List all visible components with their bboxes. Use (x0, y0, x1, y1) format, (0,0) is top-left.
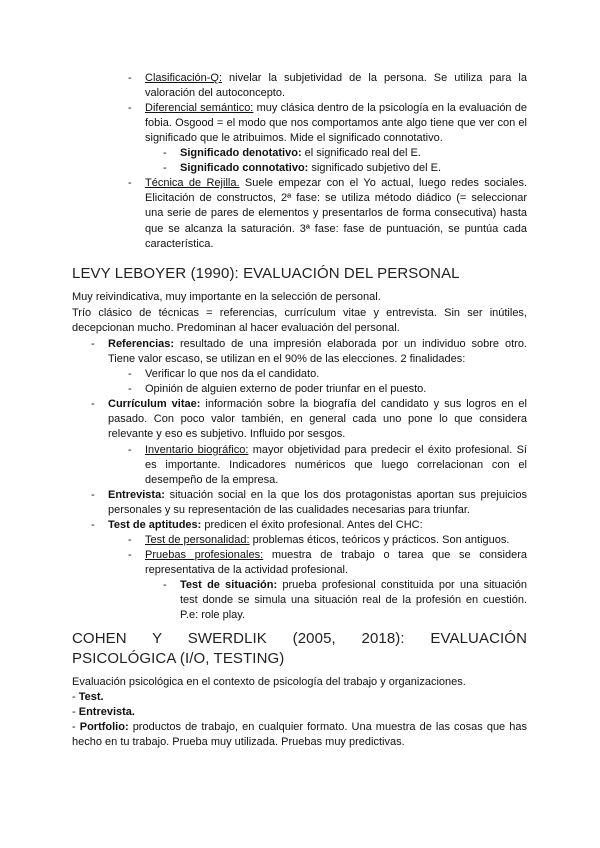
definition: situación social en la que los dos protagonistas aportan sus prejuicios personales y su representación de las cualidades necesarias para triunfar. (108, 489, 527, 517)
term: Inventario biográfico: (145, 444, 249, 456)
bullet-dash: - (128, 444, 132, 456)
definition: problemas éticos, teóricos y prácticos. Son antiguos. (249, 534, 510, 546)
term: Portfolio: (79, 721, 129, 733)
definition: información sobre la biografía del candidato y sus logros en el pasado. Con poco valor también, en general cada uno pone lo que considera relevante y eso es subjetivo. Influido por sesgos. (108, 398, 527, 441)
list-item-entrevista-2 (72, 705, 527, 720)
bullet-dash: - (91, 338, 95, 350)
list-item-diferencial-semantico (145, 101, 527, 147)
term: Técnica de Rejilla. (145, 177, 240, 189)
definition: predicen el éxito profesional. Antes del CHC: (201, 519, 423, 531)
definition: nivelar la subjetividad de la persona. Se utiliza para la valoración del autoconcepto. (145, 72, 527, 100)
bullet-dash: - (163, 579, 167, 591)
definition: el significado real del E. (301, 147, 421, 159)
bullet-dash: - (163, 162, 167, 174)
bullet-dash: - (128, 102, 132, 114)
prefix: - (72, 721, 80, 733)
list-item-test-situacion (180, 578, 527, 624)
term: Test de aptitudes: (108, 519, 202, 531)
term: Currículum vitae: (108, 398, 201, 410)
definition: mayor objetividad para predecir el éxito profesional. Sí es importante. Indicadores numéricos que luego correlacionan con el desempeño de la empresa. (145, 444, 527, 487)
definition: productos de trabajo, en cualquier formato. Una muestra de las cosas que has hecho en tu trabajo. Prueba muy utilizada. Pruebas muy predictivas. (72, 721, 527, 749)
term: Clasificación-Q: (145, 72, 223, 84)
list-item-entrevista (108, 488, 527, 518)
bullet-dash: - (91, 519, 95, 531)
bullet-dash: - (128, 383, 132, 395)
definition: prueba profesional constituida por una situación test donde se simula una situación real de la profesión en cuestión. P.e: role play. (180, 579, 528, 622)
list-item-test (72, 690, 527, 705)
definition: Suele empezar con el Yo actual, luego redes sociales. Elicitación de constructos, 2ª fase: se utiliza método diádico (= seleccionar una serie de pares de elementos y presentarlos de forma consecutiva) hasta que se alcanza la saturación. 3ª fase: fase de puntuación, se puntúa cada característica. (145, 177, 527, 250)
list-item-tecnica-rejilla (145, 176, 527, 252)
list-item-significado-denotativo (180, 146, 527, 161)
list-item-pruebas-profesionales (145, 548, 527, 578)
bullet-dash: - (91, 398, 95, 410)
prefix: - (72, 691, 79, 703)
term: Referencias: (108, 338, 175, 350)
term: Diferencial semántico: (145, 102, 254, 114)
section-heading-cohen-swerdlik: COHEN Y SWERDLIK (2005, 2018): EVALUACIÓN PSICOLÓGICA (I/O, TESTING) (72, 630, 527, 667)
bullet-dash: - (128, 368, 132, 380)
term: Significado connotativo: (180, 162, 309, 174)
bullet-dash: - (128, 177, 132, 189)
definition: muestra de trabajo o tarea que se considera representativa de la actividad profesional. (145, 549, 527, 577)
list-item-test-personalidad (145, 533, 527, 548)
list-item-significado-connotativo (180, 161, 527, 176)
list-item-clasificacion-q (145, 71, 527, 101)
paragraph-intro: Muy reivindicativa, muy importante en la selección de personal. (72, 291, 381, 303)
paragraph-trio: Trío clásico de técnicas = referencias, currículum vitae y entrevista. Sin ser inútiles, decepcionan mucho. Predominan al hacer evaluación del personal. (72, 307, 527, 335)
term: Pruebas profesionales: (145, 549, 264, 561)
list-item-portfolio (72, 720, 527, 750)
list-item-test-aptitudes (108, 518, 527, 533)
definition: significado subjetivo del E. (308, 162, 442, 174)
bullet-dash: - (128, 534, 132, 546)
list-item-verificar: Verificar lo que nos da el candidato. (145, 368, 320, 380)
list-item-inventario-biografico (145, 443, 527, 489)
definition: muy clásica dentro de la psicología en la evaluación de fobia. Osgood = el modo que nos comportamos ante algo tiene que ver con el significado que le atribuimos. Mide el significado connotativo. (145, 102, 527, 145)
prefix: - (72, 706, 79, 718)
term: Entrevista: (108, 489, 165, 501)
term: Significado denotativo: (180, 147, 302, 159)
term: Entrevista. (78, 706, 135, 718)
paragraph-context: Evaluación psicológica en el contexto de psicología del trabajo y organizaciones. (72, 676, 466, 688)
list-item-opinion: Opinión de alguien externo de poder triunfar en el puesto. (145, 383, 427, 395)
bullet-dash: - (128, 72, 132, 84)
list-item-referencias (108, 337, 527, 367)
section-heading-levy-leboyer: LEVY LEBOYER (1990): EVALUACIÓN DEL PERSONAL (72, 265, 460, 282)
definition: resultado de una impresión elaborada por un individuo sobre otro. Tiene valor escaso, se utilizan en el 90% de las elecciones. 2 finalidades: (108, 338, 527, 366)
term: Test de situación: (180, 579, 278, 591)
list-item-curriculum-vitae (108, 397, 527, 443)
bullet-dash: - (128, 549, 132, 561)
bullet-dash: - (163, 147, 167, 159)
term: Test. (78, 691, 104, 703)
bullet-dash: - (91, 489, 95, 501)
term: Test de personalidad: (145, 534, 250, 546)
